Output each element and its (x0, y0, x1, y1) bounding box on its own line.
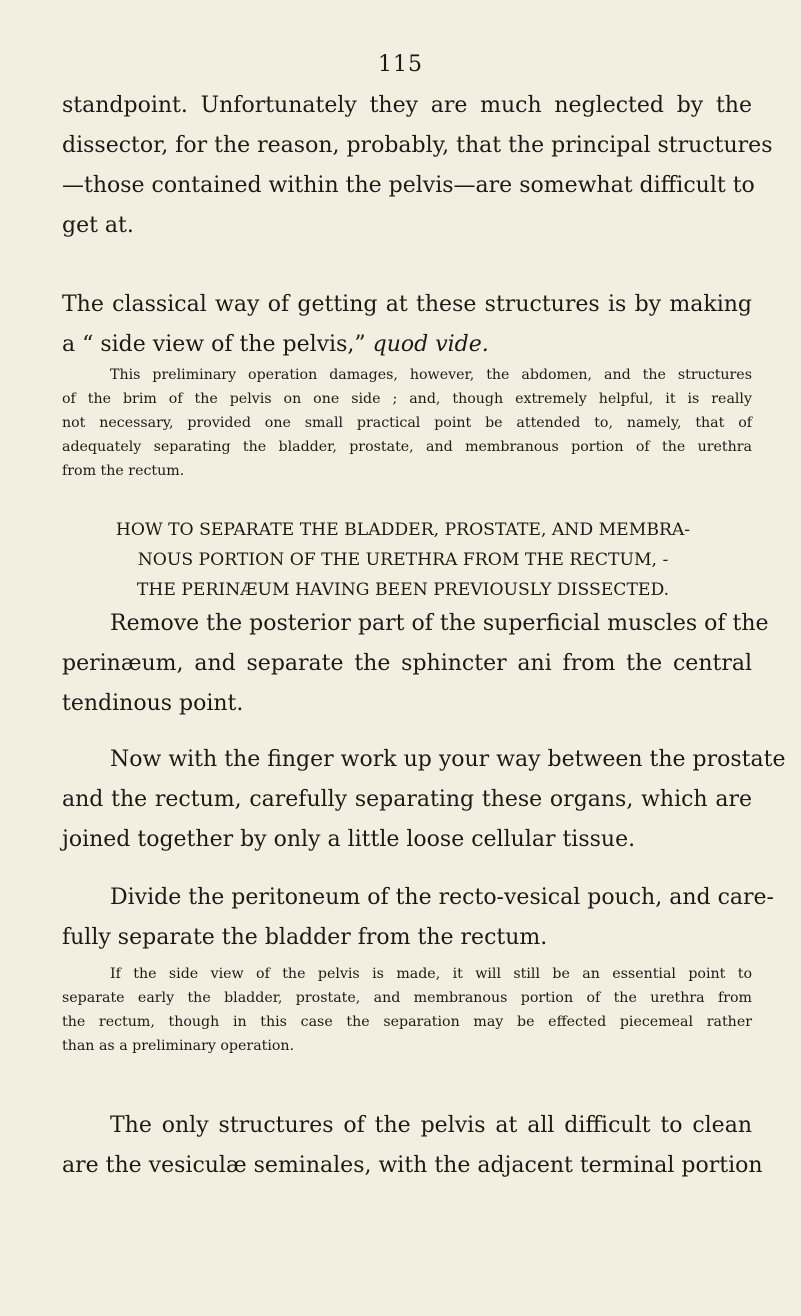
note-side-view-made (62, 962, 752, 1058)
paragraph-standpoint (62, 86, 773, 246)
text-line: adequately separating the bladder, prostate, and membranous portion of the urethra (62, 439, 752, 455)
text-line: The only structures of the pelvis at all difficult to clean (110, 1113, 752, 1138)
paragraph-divide-peritoneum (62, 878, 774, 958)
text-line: standpoint. Unfortunately they are much neglected by the (62, 93, 752, 118)
text-line: than as a preliminary operation. (62, 1038, 295, 1054)
text-line: separate early the bladder, prostate, and membranous portion of the urethra from (62, 990, 752, 1006)
text-line: Now with the finger work up your way between the prostate (110, 747, 786, 772)
paragraph-remove-muscles (62, 604, 769, 724)
paragraph-side-view (62, 285, 752, 365)
text-line: —those contained within the pelvis—are somewhat difficult to (62, 173, 755, 198)
text-line: of the brim of the pelvis on one side ; and, though extremely helpful, it is really (62, 391, 752, 407)
heading-line: NOUS PORTION OF THE URETHRA FROM THE RECTUM, - (137, 550, 669, 570)
italic-quod-vide: quod vide. (372, 332, 489, 357)
note-preliminary-operation (62, 363, 752, 483)
text-line: tendinous point. (62, 691, 244, 716)
text-line: fully separate the bladder from the rectum. (62, 925, 548, 950)
text-line: Divide the peritoneum of the recto-vesical pouch, and care- (110, 885, 774, 910)
text-line (62, 325, 752, 365)
section-heading (62, 515, 744, 605)
paragraph-only-structures (62, 1106, 763, 1186)
paragraph-finger-work (62, 740, 786, 860)
text-line: are the vesiculæ seminales, with the adjacent terminal portion (62, 1153, 763, 1178)
text-line: The classical way of getting at these structures is by making (62, 292, 752, 317)
text-segment: a “ side view of the pelvis,” (62, 332, 373, 357)
text-line: joined together by only a little loose cellular tissue. (62, 827, 636, 852)
text-line: not necessary, provided one small practical point be attended to, namely, that of (62, 415, 752, 431)
text-line: Remove the posterior part of the superficial muscles of the (110, 611, 769, 636)
text-line: the rectum, though in this case the separation may be effected piecemeal rather (62, 1014, 752, 1030)
heading-line: THE PERINÆUM HAVING BEEN PREVIOUSLY DISSECTED. (136, 580, 670, 600)
text-line: and the rectum, carefully separating these organs, which are (62, 787, 752, 812)
text-line: from the rectum. (62, 463, 185, 479)
text-line: This preliminary operation damages, however, the abdomen, and the structures (110, 367, 752, 383)
text-line: perinæum, and separate the sphincter ani from the central (62, 651, 752, 676)
page-number: 115 (378, 52, 423, 77)
heading-line: HOW TO SEPARATE THE BLADDER, PROSTATE, AND MEMBRA- (115, 520, 691, 540)
text-line: dissector, for the reason, probably, that the principal structures (62, 133, 773, 158)
text-line: If the side view of the pelvis is made, it will still be an essential point to (110, 966, 752, 982)
text-line: get at. (62, 213, 134, 238)
